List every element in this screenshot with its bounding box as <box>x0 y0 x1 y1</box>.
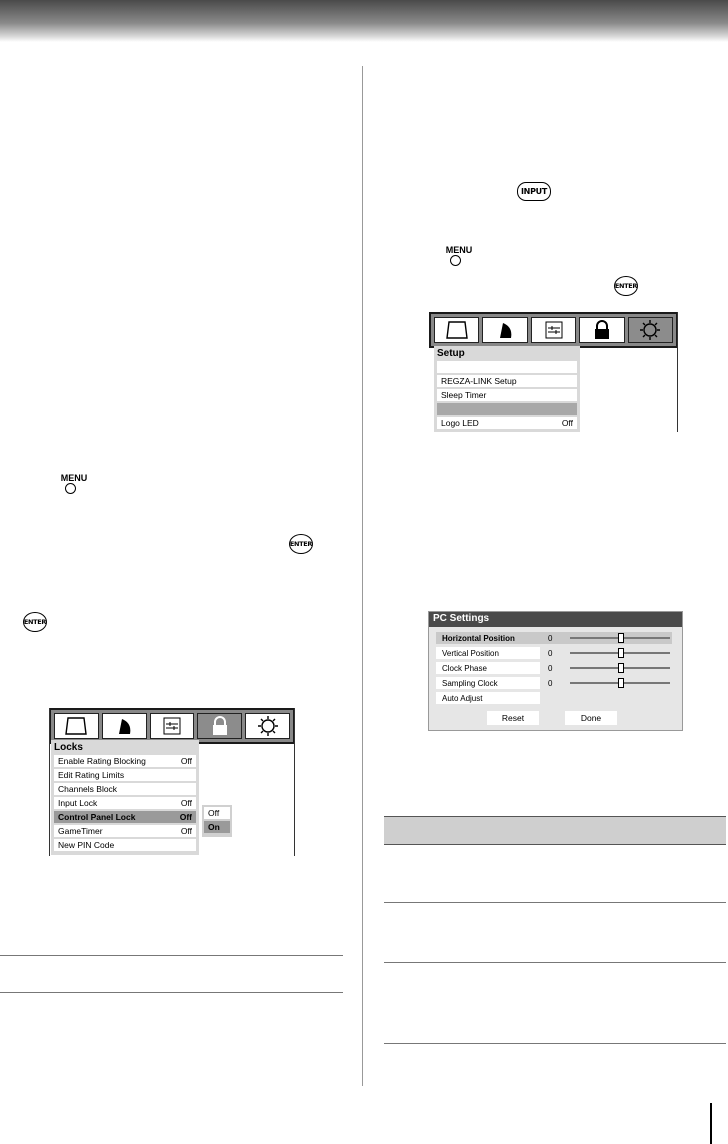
note-rule-top <box>0 955 343 956</box>
reset-button[interactable]: Reset <box>487 711 539 725</box>
setup-menu-screen <box>429 312 678 432</box>
pc-row-clock-phase[interactable]: Clock Phase 0 <box>436 662 672 674</box>
slider-knob[interactable] <box>618 633 624 643</box>
locks-title: Locks <box>54 742 83 753</box>
menu-icon-bar <box>49 708 295 744</box>
note-rule-bottom <box>0 992 343 993</box>
menu-icon-bar <box>429 312 678 348</box>
input-button-icon: INPUT <box>517 182 551 201</box>
slider-track[interactable] <box>570 667 670 669</box>
locks-item-rating-blocking[interactable]: Enable Rating Blocking Off <box>54 755 196 767</box>
popup-option-on[interactable]: On <box>204 821 230 833</box>
setup-item-logo-led[interactable]: Logo LED Off <box>437 417 577 429</box>
audio-icon <box>102 713 147 739</box>
screen-edge <box>49 708 50 856</box>
picture-icon <box>434 317 479 343</box>
off-on-popup <box>202 805 232 837</box>
setup-title: Setup <box>437 348 465 359</box>
page-edge-bar <box>710 1103 712 1144</box>
preferences-icon <box>531 317 576 343</box>
menu-key-circle <box>65 483 76 494</box>
slider-knob[interactable] <box>618 663 624 673</box>
slider-knob[interactable] <box>618 648 624 658</box>
column-divider <box>362 66 363 1086</box>
table-row-divider <box>384 1043 726 1044</box>
setup-icon <box>245 713 290 739</box>
setup-item-highlighted[interactable] <box>437 403 577 415</box>
table-row-divider <box>384 962 726 963</box>
pc-row-horizontal-position[interactable]: Horizontal Position 0 <box>436 632 672 644</box>
preferences-icon <box>150 713 195 739</box>
locks-item-gametimer[interactable]: GameTimer Off <box>54 825 196 837</box>
menu-key-label: MENU <box>60 473 88 483</box>
lock-icon <box>197 713 242 739</box>
slider-track[interactable] <box>570 637 670 639</box>
menu-key-circle <box>450 255 461 266</box>
table-row-divider <box>384 902 726 903</box>
table-header <box>384 816 726 845</box>
locks-menu-screen <box>49 708 295 856</box>
setup-icon <box>628 317 673 343</box>
locks-item-channels-block[interactable]: Channels Block <box>54 783 196 795</box>
locks-item-new-pin[interactable]: New PIN Code <box>54 839 196 851</box>
setup-item-1[interactable] <box>437 361 577 373</box>
slider-track[interactable] <box>570 652 670 654</box>
picture-icon <box>54 713 99 739</box>
slider-knob[interactable] <box>618 678 624 688</box>
done-button[interactable]: Done <box>565 711 617 725</box>
slider-track[interactable] <box>570 682 670 684</box>
pc-row-sampling-clock[interactable]: Sampling Clock 0 <box>436 677 672 689</box>
menu-button-icon <box>59 473 89 494</box>
enter-button-icon: ENTER <box>614 276 638 296</box>
setup-panel <box>434 346 580 432</box>
enter-button-icon: ENTER <box>289 534 313 554</box>
screen-edge <box>294 708 295 856</box>
pc-row-vertical-position[interactable]: Vertical Position 0 <box>436 647 672 659</box>
menu-key-label: MENU <box>445 245 473 255</box>
screen-edge <box>677 312 678 432</box>
locks-item-control-panel-lock[interactable]: Control Panel Lock Off <box>54 811 196 823</box>
menu-button-icon <box>444 245 474 266</box>
setup-item-sleep-timer[interactable]: Sleep Timer <box>437 389 577 401</box>
setup-item-regza-link[interactable]: REGZA-LINK Setup <box>437 375 577 387</box>
pc-row-auto-adjust[interactable]: Auto Adjust <box>436 692 672 704</box>
lock-icon <box>579 317 624 343</box>
locks-item-edit-rating[interactable]: Edit Rating Limits <box>54 769 196 781</box>
enter-button-icon: ENTER <box>23 612 47 632</box>
locks-item-input-lock[interactable]: Input Lock Off <box>54 797 196 809</box>
popup-option-off[interactable]: Off <box>204 807 230 819</box>
pc-settings-title: PC Settings <box>429 612 682 627</box>
pc-settings-screen <box>428 611 683 731</box>
locks-panel <box>51 740 199 855</box>
audio-icon <box>482 317 527 343</box>
header-band <box>0 0 728 42</box>
